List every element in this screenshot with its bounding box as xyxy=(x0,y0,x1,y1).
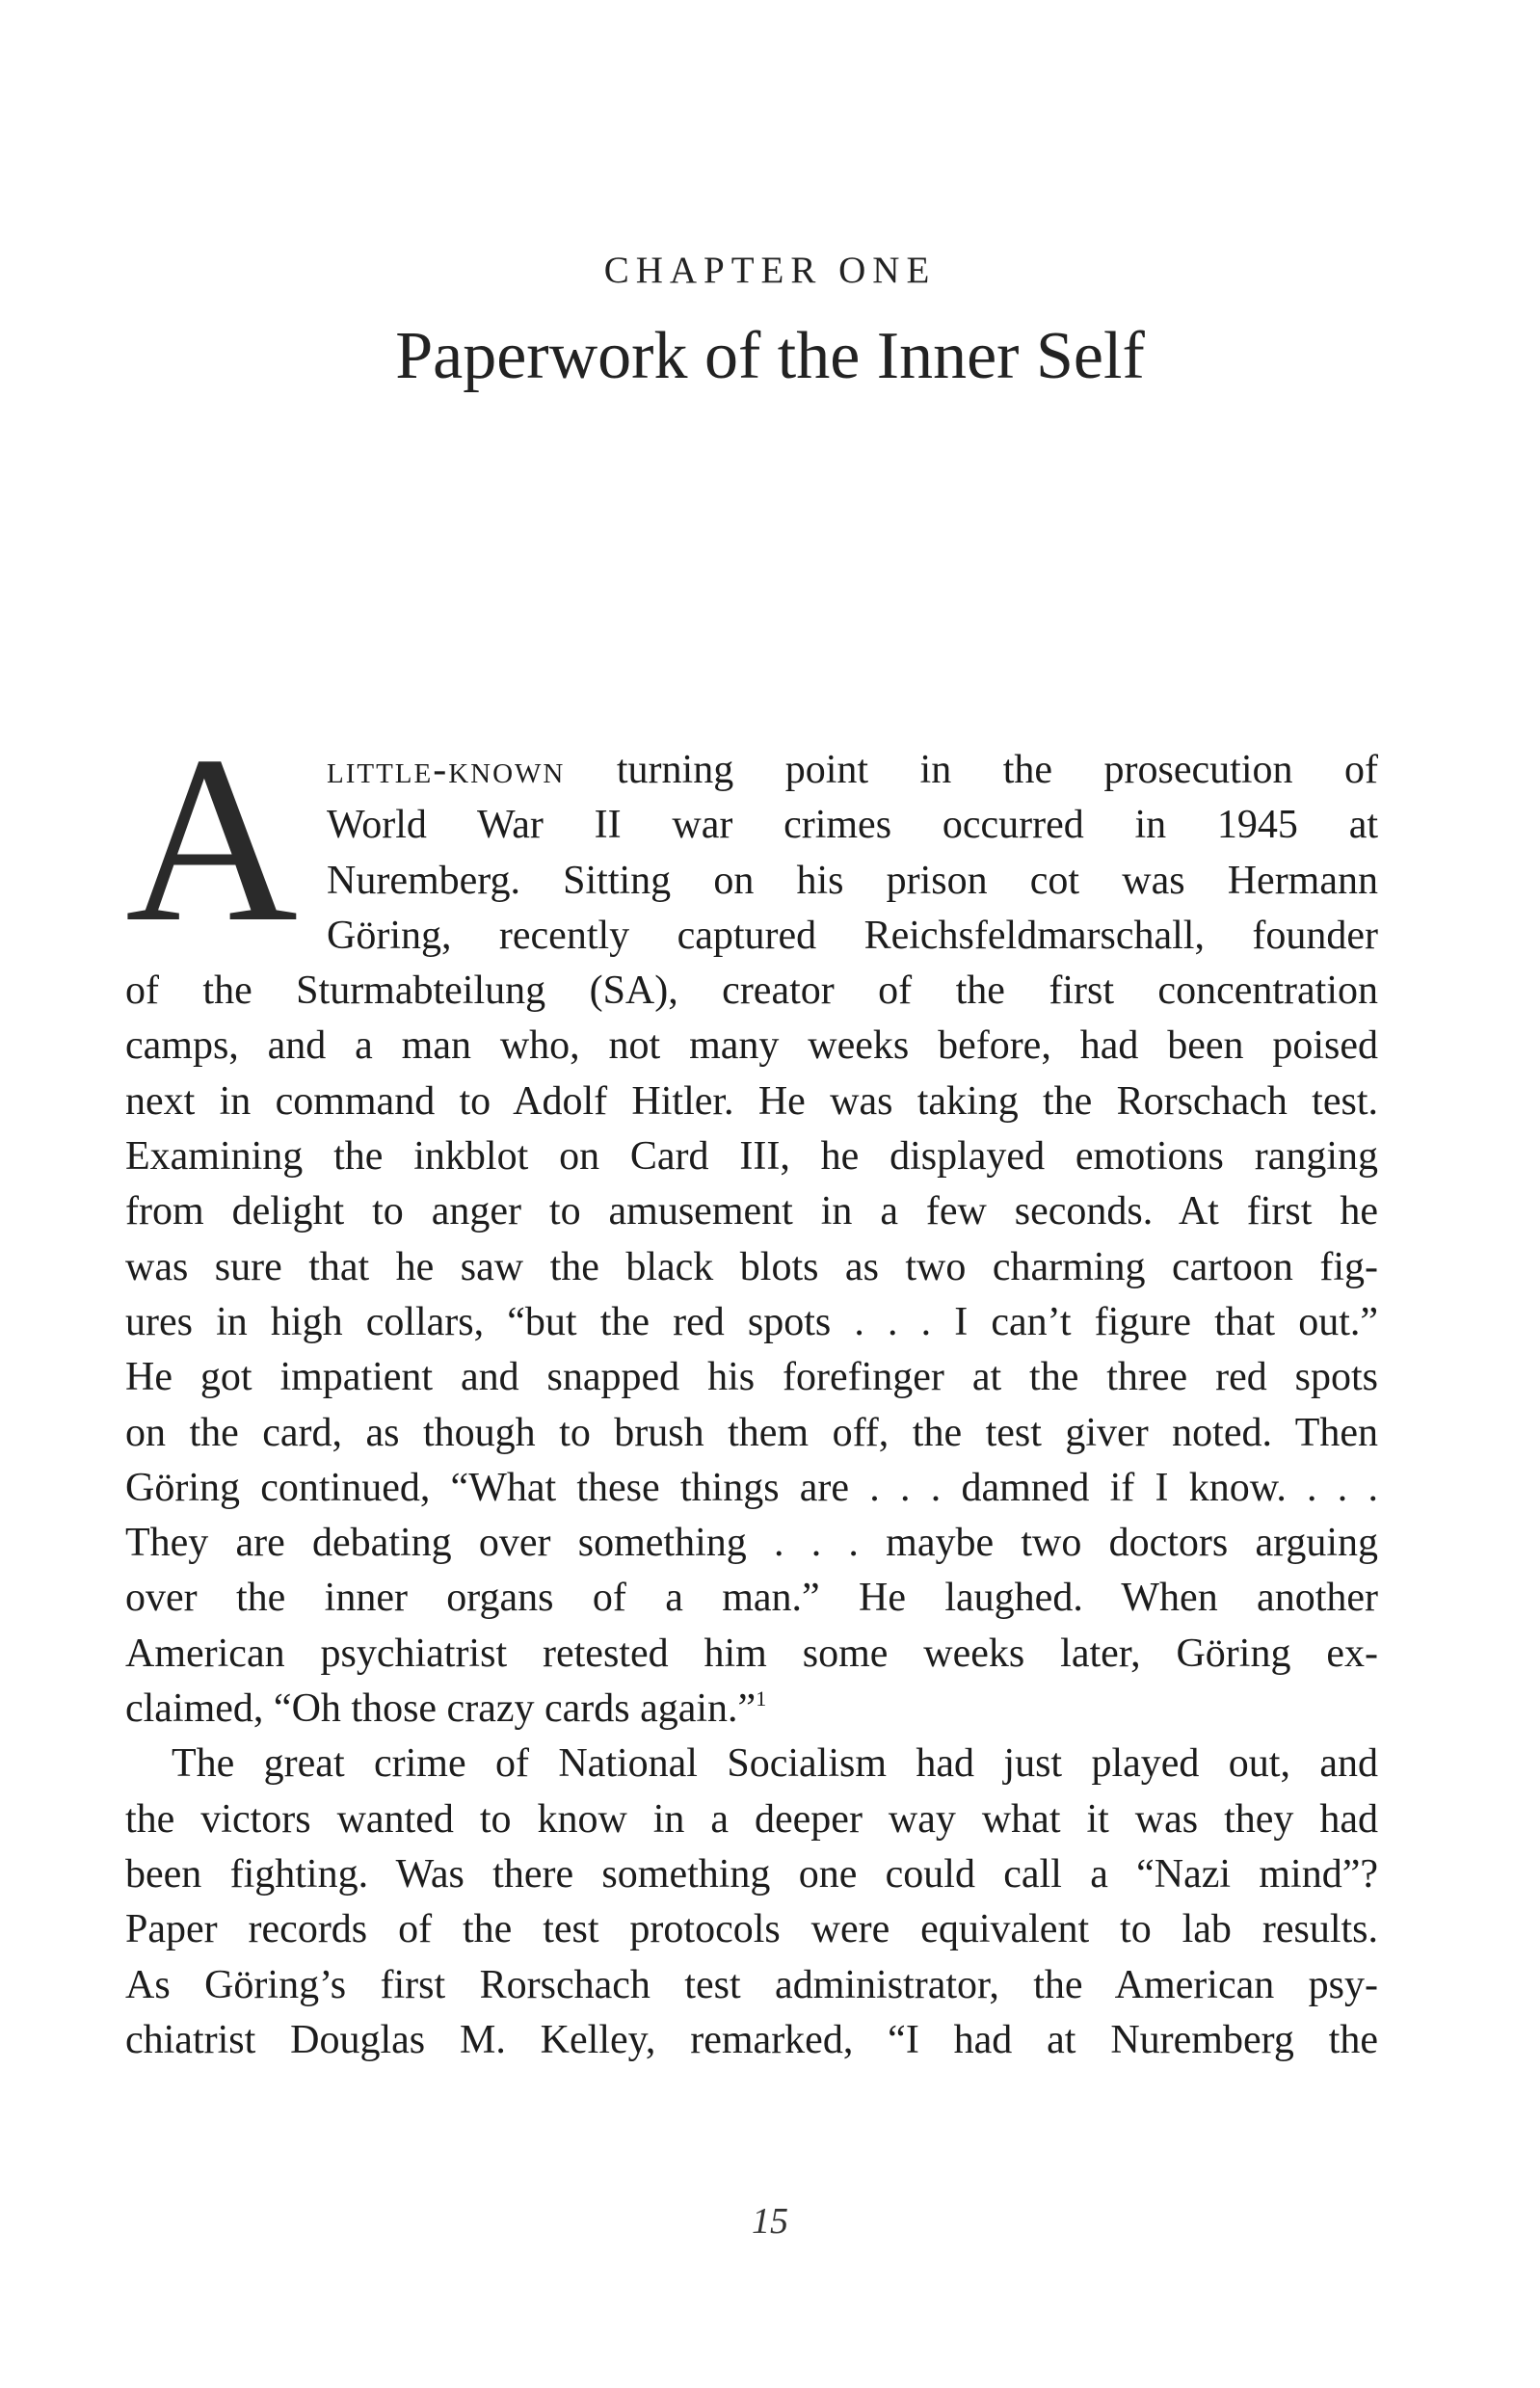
text-line: American psychiatrist retested him some weeks later, Göring ex- xyxy=(125,1631,1378,1676)
text-line: He got impatient and snapped his forefinger at the three red spots xyxy=(125,1355,1378,1400)
text-line: Göring continued, “What these things are . . . damned if I know. . . . xyxy=(125,1465,1378,1510)
text-line: Nuremberg. Sitting on his prison cot was Hermann xyxy=(327,858,1378,903)
chapter-label: CHAPTER ONE xyxy=(603,250,937,291)
page-number: 15 xyxy=(752,2201,788,2242)
text-line: ures in high collars, “but the red spots . . . I can’t figure that out.” xyxy=(125,1299,1378,1344)
text-line: World War II war crimes occurred in 1945 at xyxy=(327,803,1378,848)
chapter-title: Paperwork of the Inner Self xyxy=(395,319,1145,393)
text-line: Göring, recently captured Reichsfeldmarschall, founder xyxy=(327,913,1378,958)
text-line: over the inner organs of a man.” He laughed. When another xyxy=(125,1576,1378,1621)
small-caps-lead: little-known xyxy=(327,748,566,792)
footnote-marker: 1 xyxy=(756,1686,767,1711)
text-line: chiatrist Douglas M. Kelley, remarked, “I had at Nuremberg the xyxy=(125,2017,1378,2062)
text-line: They are debating over something . . . maybe two doctors arguing xyxy=(125,1521,1378,1566)
text-line: from delight to anger to amusement in a few seconds. At first he xyxy=(125,1189,1378,1234)
text-line: little-known turning point in the prosecution of xyxy=(327,748,1378,792)
text-line: camps, and a man who, not many weeks before, had been poised xyxy=(125,1023,1378,1069)
text-line: The great crime of National Socialism had just played out, and xyxy=(172,1741,1378,1787)
text-line: been fighting. Was there something one could call a “Nazi mind”? xyxy=(125,1851,1378,1897)
text-line: was sure that he saw the black blots as two charming cartoon fig- xyxy=(125,1244,1378,1289)
text-line: next in command to Adolf Hitler. He was taking the Rorschach test. xyxy=(125,1078,1378,1124)
text-line: Examining the inkblot on Card III, he displayed emotions ranging xyxy=(125,1134,1378,1180)
text-line: of the Sturmabteilung (SA), creator of the first concentration xyxy=(125,968,1378,1014)
body-text xyxy=(125,706,1378,2068)
text-line: Paper records of the test protocols were equivalent to lab results. xyxy=(125,1907,1378,1952)
drop-cap: A xyxy=(125,706,299,971)
text-line: the victors wanted to know in a deeper way what it was they had xyxy=(125,1796,1378,1842)
text-line: As Göring’s first Rorschach test administrator, the American psy- xyxy=(125,1962,1378,2007)
text-line: claimed, “Oh those crazy cards again.”$^1$ xyxy=(125,1686,767,1732)
text-line: on the card, as though to brush them off, the test giver noted. Then xyxy=(125,1410,1378,1455)
